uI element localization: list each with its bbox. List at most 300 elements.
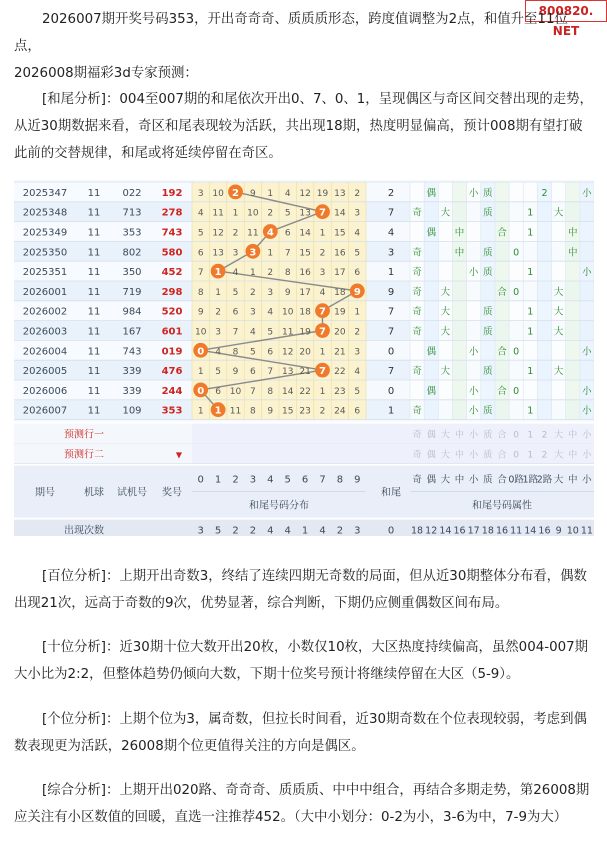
row-period: 2025348 <box>22 207 68 219</box>
row-trial-number: 713 <box>122 207 142 219</box>
miss-count: 3 <box>232 248 239 259</box>
attr-mark: 中 <box>454 247 465 259</box>
row-draw-number: 520 <box>161 306 183 318</box>
miss-count: 4 <box>250 327 256 338</box>
predict-cell: 中 <box>455 450 465 461</box>
miss-count: 13 <box>281 367 294 378</box>
row-draw-number: 601 <box>161 326 183 338</box>
attr-mark: 1 <box>527 366 534 378</box>
row-draw-number: 278 <box>161 207 183 219</box>
miss-count: 12 <box>281 347 294 358</box>
miss-count: 3 <box>354 347 361 358</box>
predict-cell: 合 <box>497 430 507 441</box>
predict-cell: 质 <box>483 430 493 441</box>
row-machine: 11 <box>87 227 101 239</box>
miss-count: 6 <box>215 386 221 397</box>
miss-count: 1 <box>197 406 204 417</box>
stats-dist-value: 2 <box>232 525 239 536</box>
miss-count: 15 <box>334 228 346 239</box>
attr-mark: 小 <box>582 267 592 279</box>
attr-mark: 奇 <box>412 306 422 318</box>
attr-mark: 大 <box>440 207 451 219</box>
row-hewei: 0 <box>387 385 395 397</box>
miss-count: 6 <box>232 307 239 318</box>
header-digit: 9 <box>354 474 361 486</box>
attr-mark: 合 <box>497 346 507 358</box>
baiwei-analysis-line-2: 出现21次，远高于奇数的9次，优势显著，综合判断，下期仍应侧重偶数区间布局。 <box>14 596 509 611</box>
miss-count: 5 <box>250 347 256 358</box>
predict-cell: 中 <box>568 450 578 461</box>
miss-count: 11 <box>281 327 294 338</box>
predict-cell: 小 <box>582 430 592 441</box>
attr-mark: 奇 <box>412 326 422 338</box>
miss-count: 7 <box>250 386 256 397</box>
hewei-hit-value: 2 <box>232 187 239 199</box>
header-dist-title: 和尾号码分布 <box>249 500 309 512</box>
attr-mark: 合 <box>497 286 507 298</box>
attr-mark: 奇 <box>412 366 422 378</box>
predict-cell: 小 <box>469 450 479 461</box>
row-trial-number: 167 <box>122 326 142 338</box>
shiwei-analysis-paragraph <box>14 634 594 688</box>
miss-count: 3 <box>215 327 221 338</box>
row-period: 2026005 <box>22 366 68 378</box>
miss-count: 3 <box>319 268 326 279</box>
row-draw-number: 743 <box>161 227 183 239</box>
row-machine: 11 <box>87 405 101 417</box>
stats-attr-value: 16 <box>538 525 551 536</box>
miss-count: 4 <box>267 307 274 318</box>
miss-count: 2 <box>232 228 239 239</box>
predict-cell: 0 <box>513 450 520 461</box>
predict-dropdown-arrow: ▼ <box>175 450 183 460</box>
row-trial-number: 109 <box>122 405 142 417</box>
header-attr: 大 <box>440 474 451 486</box>
attr-mark: 1 <box>527 405 534 417</box>
miss-count: 3 <box>267 287 274 298</box>
miss-count: 24 <box>334 406 346 417</box>
gewei-analysis-line-1: [个位分析]：上期个位为3，属奇数，但拉长时间看，近30期奇数在个位表现较弱，考虑到偶 <box>42 712 587 727</box>
attr-mark: 质 <box>483 267 493 279</box>
stats-dist-value: 4 <box>267 525 274 536</box>
row-hewei: 7 <box>387 326 395 338</box>
predict-cell: 合 <box>497 450 507 461</box>
predict-cell: 偶 <box>426 430 436 441</box>
miss-count: 7 <box>267 367 274 378</box>
miss-count: 1 <box>354 307 361 318</box>
row-hewei: 7 <box>387 366 395 378</box>
predict-cell: 大 <box>554 430 564 441</box>
predict-cell: 大 <box>554 450 564 461</box>
predict-cell: 小 <box>582 450 592 461</box>
miss-count: 9 <box>267 406 274 417</box>
miss-count: 4 <box>215 347 221 358</box>
row-period: 2025349 <box>22 227 68 239</box>
stats-dist-value: 3 <box>354 525 361 536</box>
miss-count: 6 <box>250 367 256 378</box>
miss-count: 19 <box>334 307 346 318</box>
miss-count: 21 <box>299 367 311 378</box>
predict-cell: 2 <box>541 430 548 441</box>
row-trial-number: 022 <box>122 187 142 199</box>
miss-count: 4 <box>284 188 291 199</box>
attr-mark: 中 <box>454 227 465 239</box>
miss-count: 9 <box>250 188 256 199</box>
predict-cell: 质 <box>483 450 493 461</box>
row-hewei: 7 <box>387 306 395 318</box>
miss-count: 2 <box>319 406 326 417</box>
hewei-hit-value: 1 <box>214 267 222 279</box>
miss-count: 15 <box>281 406 294 417</box>
stats-attr-value: 17 <box>467 525 480 536</box>
predict-cell: 中 <box>568 430 578 441</box>
header-attr-title: 和尾号码属性 <box>472 500 532 512</box>
miss-count: 4 <box>197 208 204 219</box>
header-attr: 中 <box>568 474 578 486</box>
predict-cell: 0 <box>513 430 520 441</box>
row-machine: 11 <box>87 366 101 378</box>
miss-count: 10 <box>229 386 242 397</box>
miss-count: 15 <box>299 248 311 259</box>
miss-count: 23 <box>334 386 346 397</box>
miss-count: 4 <box>232 268 239 279</box>
row-hewei: 2 <box>387 187 395 199</box>
miss-count: 14 <box>281 386 294 397</box>
miss-count: 14 <box>334 208 346 219</box>
intro-line-2: 2026008期福彩3d专家预测： <box>14 66 198 81</box>
predict-cell: 大 <box>440 450 450 461</box>
miss-count: 2 <box>250 287 256 298</box>
row-trial-number: 719 <box>122 286 142 298</box>
predict-cell: 小 <box>469 430 479 441</box>
header-digit: 6 <box>301 474 309 486</box>
row-machine: 11 <box>87 346 101 358</box>
attr-mark: 2 <box>541 187 548 199</box>
header-digit: 7 <box>319 474 326 486</box>
attr-mark: 0 <box>513 385 520 397</box>
stats-hewei-value: 0 <box>387 525 395 536</box>
miss-count: 2 <box>215 307 221 318</box>
attr-mark: 偶 <box>426 187 436 199</box>
attr-mark: 偶 <box>426 227 436 239</box>
miss-count: 6 <box>354 268 361 279</box>
miss-count: 19 <box>316 188 329 199</box>
gewei-analysis-paragraph <box>14 706 594 760</box>
stats-attr-value: 18 <box>481 525 494 536</box>
row-period: 2026001 <box>22 286 68 298</box>
stats-attr-value: 11 <box>580 525 593 536</box>
hewei-analysis-line-1: [和尾分析]：004至007期的和尾依次开出0、7、0、1，呈现偶区与奇区间交替出现的走势， <box>42 92 593 107</box>
attr-mark: 0 <box>513 346 520 358</box>
miss-count: 6 <box>284 228 291 239</box>
miss-count: 1 <box>197 367 204 378</box>
row-trial-number: 802 <box>122 247 142 259</box>
header-digit: 8 <box>336 474 344 486</box>
attr-mark: 1 <box>527 227 534 239</box>
attr-mark: 合 <box>497 227 507 239</box>
row-machine: 11 <box>87 306 101 318</box>
header-hewei: 和尾 <box>381 487 401 499</box>
stats-attr-value: 12 <box>425 525 438 536</box>
stats-dist-value: 4 <box>284 525 291 536</box>
header-attr: 合 <box>497 474 507 486</box>
miss-count: 10 <box>212 188 224 199</box>
stats-attr-value: 14 <box>524 525 537 536</box>
miss-count: 3 <box>354 208 361 219</box>
row-draw-number: 298 <box>161 286 183 298</box>
attr-mark: 合 <box>497 385 507 397</box>
row-period: 2026004 <box>22 346 68 358</box>
attr-mark: 小 <box>582 405 592 417</box>
miss-count: 5 <box>215 367 221 378</box>
attr-mark: 大 <box>553 286 564 298</box>
miss-count: 22 <box>299 386 311 397</box>
miss-count: 8 <box>250 406 256 417</box>
stats-dist-value: 5 <box>214 525 222 536</box>
miss-count: 8 <box>232 347 239 358</box>
miss-count: 1 <box>267 188 274 199</box>
header-digit: 5 <box>284 474 291 486</box>
miss-count: 11 <box>247 228 259 239</box>
miss-count: 1 <box>319 347 326 358</box>
attr-mark: 奇 <box>412 207 422 219</box>
miss-count: 4 <box>319 287 326 298</box>
header-attr: 0路 <box>508 474 524 486</box>
row-trial-number: 350 <box>122 267 142 279</box>
attr-mark: 质 <box>483 366 493 378</box>
header-digit: 1 <box>214 474 222 486</box>
gewei-analysis-line-2: 数表现更为活跃，26008期个位更值得关注的方向是偶区。 <box>14 739 365 754</box>
miss-count: 2 <box>354 327 361 338</box>
row-hewei: 3 <box>387 247 395 259</box>
attr-mark: 质 <box>483 247 493 259</box>
hewei-analysis-paragraph <box>14 86 594 167</box>
miss-count: 18 <box>334 287 346 298</box>
miss-count: 9 <box>232 367 239 378</box>
hewei-hit-value: 7 <box>319 366 326 378</box>
miss-count: 13 <box>212 248 224 259</box>
attr-mark: 奇 <box>412 405 422 417</box>
stats-attr-value: 18 <box>411 525 424 536</box>
intro-paragraph <box>14 6 594 87</box>
miss-count: 12 <box>212 228 224 239</box>
attr-mark: 大 <box>553 306 564 318</box>
attr-mark: 大 <box>440 326 451 338</box>
header-digit: 2 <box>232 474 239 486</box>
predict-row-band-right <box>192 424 594 444</box>
miss-count: 7 <box>197 268 204 279</box>
row-trial-number: 984 <box>122 306 142 318</box>
miss-count: 1 <box>319 228 326 239</box>
hewei-hit-value: 0 <box>197 385 205 397</box>
miss-count: 14 <box>299 228 311 239</box>
attr-mark: 大 <box>553 207 564 219</box>
row-trial-number: 339 <box>122 366 142 378</box>
row-draw-number: 019 <box>161 346 183 358</box>
miss-count: 3 <box>250 307 256 318</box>
attr-mark: 小 <box>468 267 479 279</box>
row-period: 2026003 <box>22 326 68 338</box>
attr-mark: 小 <box>582 346 592 358</box>
miss-count: 1 <box>215 287 221 298</box>
attr-mark: 中 <box>568 227 578 239</box>
header-attr: 质 <box>483 474 493 486</box>
miss-count: 16 <box>334 248 346 259</box>
predict-cell: 2 <box>541 450 548 461</box>
miss-count: 9 <box>284 287 291 298</box>
predict-row-label: 预测行二 <box>64 449 104 461</box>
attr-mark: 大 <box>553 326 564 338</box>
predict-cell: 1 <box>527 450 534 461</box>
attr-mark: 小 <box>582 187 592 199</box>
attr-mark: 小 <box>582 385 592 397</box>
row-draw-number: 452 <box>161 267 183 279</box>
header-attr: 奇 <box>412 474 422 486</box>
row-period: 2026002 <box>22 306 68 318</box>
row-draw-number: 353 <box>161 405 183 417</box>
attr-mark: 大 <box>440 306 451 318</box>
shiwei-analysis-line-2: 大小比为2:2，但整体趋势仍倾向大数，下期十位奖号预计将继续停留在大区（5-9）。 <box>14 667 520 682</box>
miss-count: 20 <box>334 327 346 338</box>
miss-count: 8 <box>197 287 204 298</box>
hewei-hit-value: 7 <box>319 326 326 338</box>
attr-mark: 小 <box>468 405 479 417</box>
row-machine: 11 <box>87 267 101 279</box>
miss-count: 10 <box>194 327 207 338</box>
miss-count: 8 <box>267 386 274 397</box>
miss-count: 5 <box>354 386 361 397</box>
miss-count: 9 <box>197 307 204 318</box>
hewei-hit-value: 9 <box>353 286 361 298</box>
miss-count: 7 <box>232 327 239 338</box>
miss-count: 2 <box>267 208 274 219</box>
attr-mark: 奇 <box>412 286 422 298</box>
stats-attr-value: 9 <box>555 525 562 536</box>
miss-count: 10 <box>247 208 259 219</box>
row-draw-number: 192 <box>161 187 183 199</box>
hewei-hit-value: 3 <box>249 247 257 259</box>
row-trial-number: 743 <box>122 346 142 358</box>
miss-count: 5 <box>354 248 361 259</box>
hewei-hit-value: 7 <box>319 306 326 318</box>
summary-analysis-line-2: 应关注有小区数值的回暖，直选一注推荐452。（大中小划分：0-2为小，3-6为中，7-9为大） <box>14 810 568 825</box>
stats-label: 出现次数 <box>64 525 104 536</box>
stats-attr-value: 10 <box>566 525 579 536</box>
hewei-trend-chart <box>14 180 594 536</box>
row-trial-number: 353 <box>122 227 142 239</box>
miss-count: 23 <box>299 406 311 417</box>
stats-dist-value: 3 <box>197 525 204 536</box>
miss-count: 17 <box>334 268 346 279</box>
miss-count: 10 <box>281 307 294 318</box>
attr-mark: 偶 <box>426 385 436 397</box>
miss-count: 11 <box>212 208 224 219</box>
stats-dist-value: 2 <box>249 525 257 536</box>
row-period: 2026007 <box>22 405 68 417</box>
row-machine: 11 <box>87 247 101 259</box>
hewei-analysis-line-2: 从近30期数据来看，奇区和尾表现较为活跃，共出现18期，热度明显偏高，预计008期有望打破 <box>14 119 583 134</box>
attr-mark: 质 <box>483 306 493 318</box>
attr-mark: 质 <box>483 187 493 199</box>
stats-dist-value: 1 <box>301 525 309 536</box>
row-draw-number: 476 <box>161 366 183 378</box>
attr-mark: 小 <box>468 187 479 199</box>
row-hewei: 7 <box>387 207 395 219</box>
miss-count: 22 <box>334 367 346 378</box>
row-machine: 11 <box>87 207 101 219</box>
attr-mark: 0 <box>513 247 520 259</box>
attr-mark: 0 <box>513 286 520 298</box>
row-machine: 11 <box>87 286 101 298</box>
row-trial-number: 339 <box>122 385 142 397</box>
hewei-hit-value: 1 <box>214 405 222 417</box>
miss-count: 6 <box>354 406 361 417</box>
stats-attr-value: 11 <box>510 525 523 536</box>
row-machine: 11 <box>87 326 101 338</box>
header-digit: 3 <box>249 474 257 486</box>
attr-mark: 质 <box>483 207 493 219</box>
row-draw-number: 244 <box>161 385 183 397</box>
predict-cell: 奇 <box>412 430 422 441</box>
predict-cell: 中 <box>455 430 465 441</box>
miss-count: 5 <box>197 228 204 239</box>
row-hewei: 1 <box>387 405 395 417</box>
miss-count: 1 <box>267 248 274 259</box>
miss-count: 1 <box>232 208 239 219</box>
miss-count: 19 <box>299 327 311 338</box>
row-period: 2025347 <box>22 187 68 199</box>
header-digit: 4 <box>267 474 274 486</box>
row-hewei: 4 <box>387 227 395 239</box>
site-watermark: 800820. NET <box>525 0 607 22</box>
miss-count: 2 <box>267 268 274 279</box>
miss-count: 11 <box>229 406 242 417</box>
row-draw-number: 580 <box>161 247 183 259</box>
attr-mark: 大 <box>553 366 564 378</box>
header-attr: 2路 <box>536 474 553 486</box>
miss-count: 5 <box>284 208 291 219</box>
header-digit: 0 <box>197 474 204 486</box>
attr-mark: 质 <box>483 326 493 338</box>
miss-count: 12 <box>299 188 311 199</box>
hewei-hit-value: 0 <box>197 346 205 358</box>
attr-mark: 小 <box>468 385 479 397</box>
attr-mark: 大 <box>440 286 451 298</box>
summary-analysis-paragraph <box>14 777 594 831</box>
baiwei-analysis-paragraph <box>14 563 594 617</box>
header-trial: 试机号 <box>117 487 147 499</box>
attr-mark: 中 <box>568 247 578 259</box>
miss-count: 3 <box>197 188 204 199</box>
miss-count: 20 <box>299 347 311 358</box>
row-period: 2026006 <box>22 385 68 397</box>
header-attr: 中 <box>454 474 465 486</box>
miss-count: 13 <box>334 188 346 199</box>
header-attr: 1路 <box>522 474 539 486</box>
predict-row-band-right <box>192 444 594 464</box>
row-machine: 11 <box>87 385 101 397</box>
miss-count: 7 <box>284 248 291 259</box>
predict-cell: 1 <box>527 430 534 441</box>
hewei-hit-value: 7 <box>319 207 326 219</box>
row-hewei: 1 <box>387 267 395 279</box>
baiwei-analysis-line-1: [百位分析]：上期开出奇数3，终结了连续四期无奇数的局面，但从近30期整体分布看，偶数 <box>42 569 587 584</box>
miss-count: 6 <box>197 248 204 259</box>
miss-count: 8 <box>284 268 291 279</box>
row-hewei: 0 <box>387 346 395 358</box>
header-attr: 小 <box>582 474 592 486</box>
row-period: 2025350 <box>22 247 68 259</box>
